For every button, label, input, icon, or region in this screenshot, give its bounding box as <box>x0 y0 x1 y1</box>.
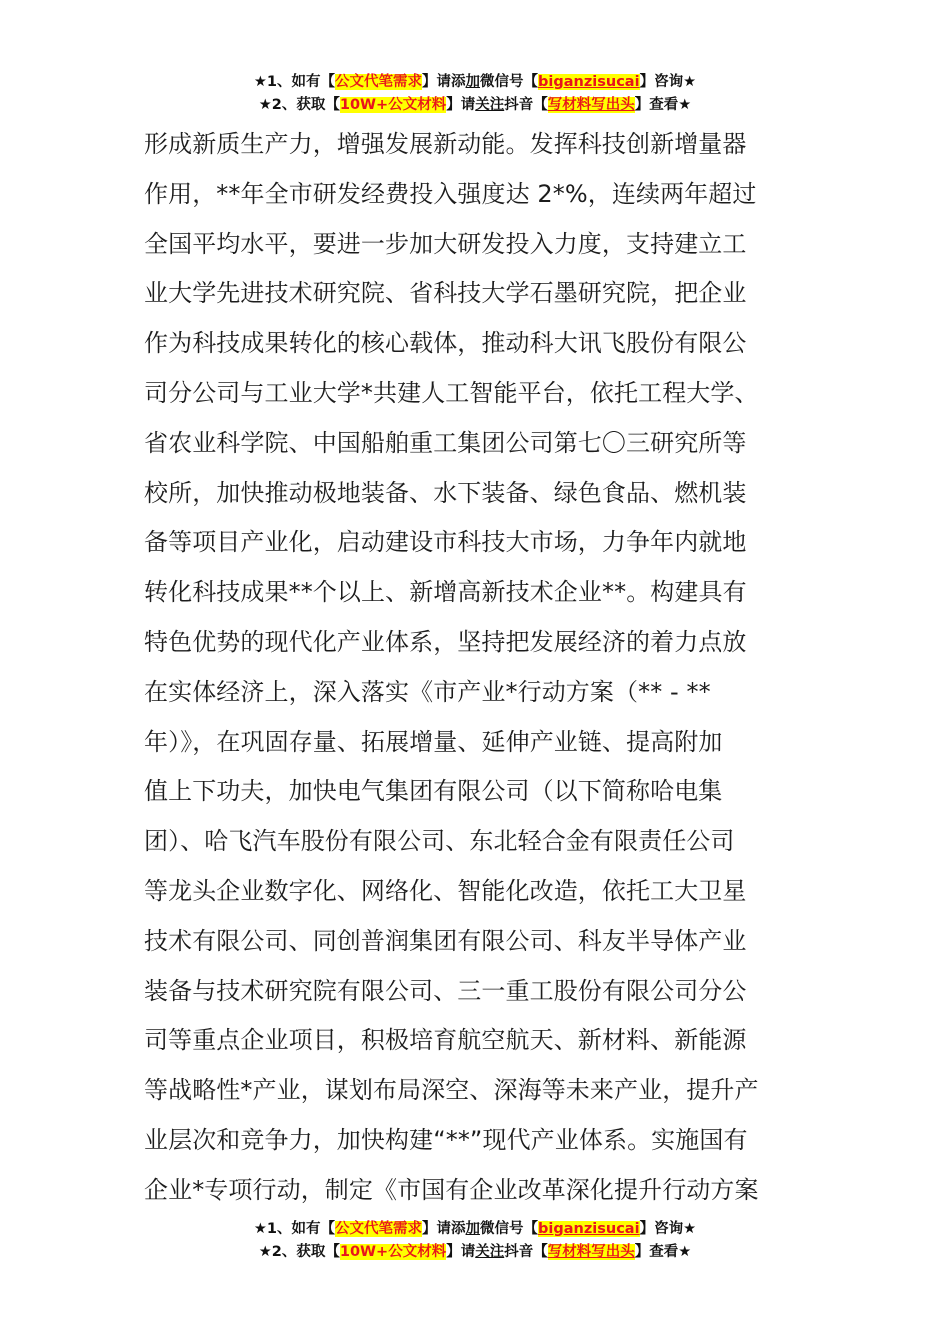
body-line: 作为科技成果转化的核心载体，推动科大讯飞股份有限公 <box>144 329 747 358</box>
footer-banner-line-2 <box>0 1241 950 1264</box>
body-line: 业层次和竞争力，加快构建“**”现代产业体系。实施国有 <box>144 1125 748 1154</box>
banner-text: 】咨询★ <box>639 1221 697 1237</box>
banner-highlight-materials: 10W+公文材料 <box>339 97 447 113</box>
banner-text: ★2、获取【 <box>258 1244 340 1260</box>
body-line: 等龙头企业数字化、网络化、智能化改造，依托工大卫星 <box>144 876 747 905</box>
body-line: 作用，**年全市研发经费投入强度达 2*%，连续两年超过 <box>144 179 757 208</box>
body-line: 团）、哈飞汽车股份有限公司、东北轻合金有限责任公司 <box>144 827 735 856</box>
body-line: 业大学先进技术研究院、省科技大学石墨研究院，把企业 <box>144 279 747 308</box>
banner-text: 】请 <box>446 1244 476 1260</box>
banner-text-underlined: 加 <box>465 74 481 90</box>
header-banner <box>0 71 950 117</box>
banner-text: ★1、如有【 <box>253 74 336 90</box>
body-line: 等战略性*产业，谋划布局深空、深海等未来产业，提升产 <box>144 1076 759 1105</box>
banner-text: 】请 <box>446 97 476 113</box>
body-line: 企业*专项行动，制定《市国有企业改革深化提升行动方案 <box>144 1175 759 1204</box>
banner-douyin-link[interactable]: 写材料写出头 <box>547 1244 635 1260</box>
body-line: 省农业科学院、中国船舶重工集团公司第七〇三研究所等 <box>144 428 747 457</box>
banner-text: 抖音【 <box>504 1244 548 1260</box>
banner-text-underlined: 关注 <box>475 1244 505 1260</box>
document-body <box>144 120 804 1216</box>
banner-text: 】查看★ <box>634 1244 692 1260</box>
header-banner-line-2 <box>0 94 950 117</box>
body-line: 在实体经济上，深入落实《市产业*行动方案（** - ** <box>144 677 711 706</box>
banner-text-underlined: 关注 <box>475 97 505 113</box>
body-line: 特色优势的现代化产业体系，坚持把发展经济的着力点放 <box>144 627 747 656</box>
body-line: 司等重点企业项目，积极培育航空航天、新材料、新能源 <box>144 1026 747 1055</box>
body-line: 技术有限公司、同创普润集团有限公司、科友半导体产业 <box>144 926 747 955</box>
body-line: 装备与技术研究院有限公司、三一重工股份有限公司分公 <box>144 976 747 1005</box>
body-line: 形成新质生产力，增强发展新动能。发挥科技创新增量器 <box>144 130 747 158</box>
banner-highlight-materials: 10W+公文材料 <box>339 1244 447 1260</box>
body-line: 值上下功夫，加快电气集团有限公司（以下简称哈电集 <box>144 777 723 806</box>
banner-text: 】查看★ <box>634 97 692 113</box>
banner-text: 】咨询★ <box>639 74 697 90</box>
header-banner-line-1 <box>0 71 950 94</box>
banner-text: 】请添 <box>422 74 466 90</box>
body-line: 校所，加快推动极地装备、水下装备、绿色食品、燃机装 <box>144 478 747 507</box>
banner-text: ★2、获取【 <box>258 97 340 113</box>
body-line: 全国平均水平，要进一步加大研发投入力度，支持建立工 <box>144 229 747 258</box>
footer-banner <box>0 1218 950 1264</box>
banner-wechat-id-link[interactable]: biganzisucai <box>538 1221 640 1237</box>
body-line: 司分公司与工业大学*共建人工智能平台，依托工程大学、 <box>144 378 759 407</box>
footer-banner-line-1 <box>0 1218 950 1241</box>
banner-highlight-service: 公文代笔需求 <box>335 74 423 90</box>
banner-text: 微信号【 <box>480 74 539 90</box>
banner-text: ★1、如有【 <box>253 1221 336 1237</box>
banner-text: 】请添 <box>422 1221 466 1237</box>
banner-douyin-link[interactable]: 写材料写出头 <box>547 97 635 113</box>
body-line: 备等项目产业化，启动建设市科技大市场，力争年内就地 <box>144 528 747 557</box>
banner-text: 微信号【 <box>480 1221 539 1237</box>
banner-wechat-id-link[interactable]: biganzisucai <box>538 74 640 90</box>
banner-text-underlined: 加 <box>465 1221 481 1237</box>
body-line: 转化科技成果**个以上、新增高新技术企业**。构建具有 <box>144 578 747 607</box>
body-line: 年）》，在巩固存量、拓展增量、延伸产业链、提高附加 <box>144 727 723 756</box>
banner-highlight-service: 公文代笔需求 <box>335 1221 423 1237</box>
banner-text: 抖音【 <box>504 97 548 113</box>
